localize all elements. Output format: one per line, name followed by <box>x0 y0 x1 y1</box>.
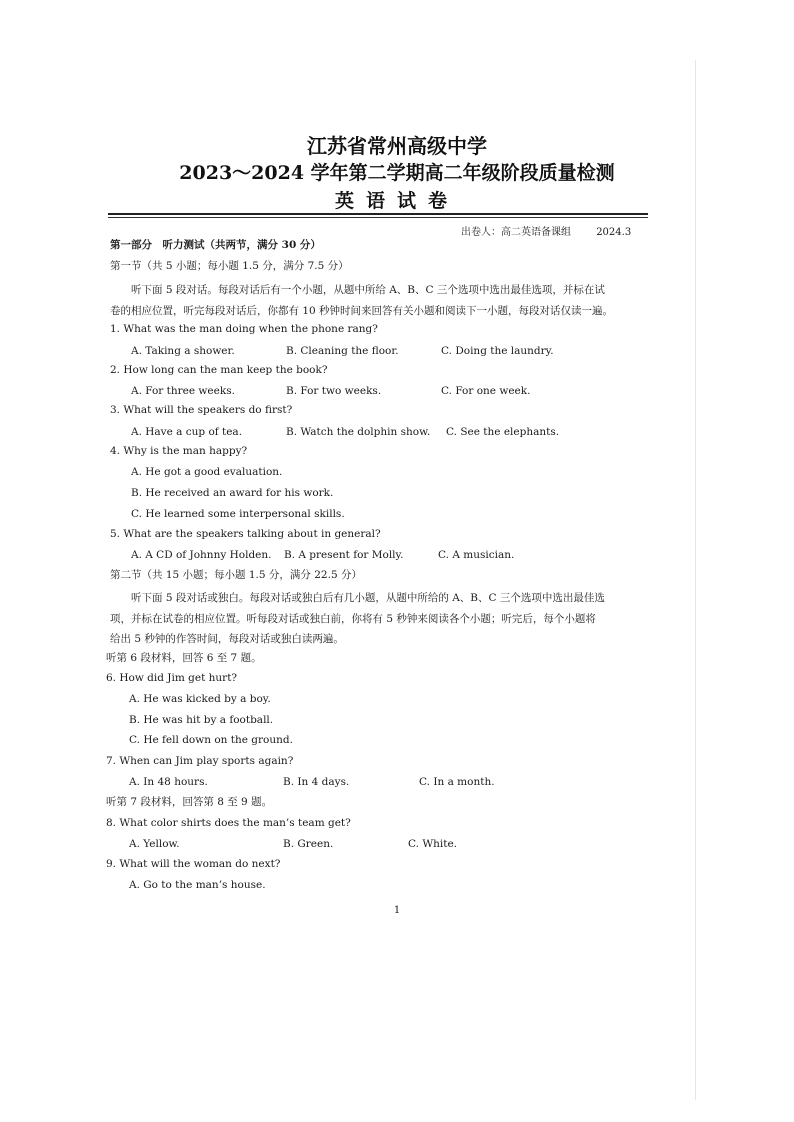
q1-option-c: C. Doing the laundry. <box>441 345 554 357</box>
section2-instruction-3: 给出 5 秒钟的作答时间，每段对话或独白读两遍。 <box>110 633 344 645</box>
section2-instruction-1: 听下面 5 段对话或独白。每段对话或独白后有几小题，从题中所给的 A、B、C 三个选项中选出最佳选 <box>131 592 605 604</box>
exam-date: 2024.3 <box>596 227 632 238</box>
q8-option-c: C. White. <box>408 838 458 850</box>
question-9: 9. What will the woman do next? <box>106 858 281 870</box>
question-6: 6. How did Jim get hurt? <box>106 672 238 684</box>
page-number: 1 <box>393 905 401 916</box>
question-8: 8. What color shirts does the man’s team get? <box>106 817 351 829</box>
section1-title: 第一节（共 5 小题；每小题 1.5 分，满分 7.5 分） <box>110 260 349 272</box>
header-rule-thin <box>108 217 648 218</box>
q3-option-a: A. Have a cup of tea. <box>131 426 243 438</box>
material-7-heading: 听第 7 段材料，回答第 8 至 9 题。 <box>106 796 273 808</box>
q5-option-a: A. A CD of Johnny Holden. <box>131 549 272 561</box>
part1-title: 第一部分 听力测试（共两节，满分 30 分） <box>110 239 321 251</box>
material-6-heading: 听第 6 段材料，回答 6 至 7 题。 <box>106 652 262 664</box>
q1-option-a: A. Taking a shower. <box>131 345 235 357</box>
section1-instruction-1: 听下面 5 段对话。每段对话后有一个小题，从题中所给 A、B、C 三个选项中选出最佳选项，并标在试 <box>131 284 605 296</box>
question-2: 2. How long can the man keep the book? <box>110 364 328 376</box>
q7-option-a: A. In 48 hours. <box>129 776 208 788</box>
q7-option-c: C. In a month. <box>419 776 495 788</box>
q4-option-b: B. He received an award for his work. <box>131 487 334 499</box>
header-rule-thick <box>108 213 648 215</box>
q9-option-a: A. Go to the man’s house. <box>129 879 266 891</box>
q8-option-b: B. Green. <box>283 838 334 850</box>
q6-option-b: B. He was hit by a football. <box>129 714 274 726</box>
section2-instruction-2: 项，并标在试卷的相应位置。听每段对话或独白前，你将有 5 秒钟来阅读各个小题；听完后，每个小题将 <box>110 613 596 625</box>
question-5: 5. What are the speakers talking about in general? <box>110 528 381 540</box>
q2-option-c: C. For one week. <box>441 385 531 397</box>
author-line <box>461 223 631 238</box>
question-3: 3. What will the speakers do first? <box>110 404 293 416</box>
q6-option-a: A. He was kicked by a boy. <box>129 693 271 705</box>
scan-edge-line <box>695 60 696 1100</box>
q3-option-c: C. See the elephants. <box>446 426 560 438</box>
section1-instruction-2: 卷的相应位置，听完每段对话后，你都有 10 秒钟时间来回答有关小题和阅读下一小题，每段对话仅读一遍。 <box>110 305 614 317</box>
question-4: 4. Why is the man happy? <box>110 445 248 457</box>
author-label: 出卷人：高二英语备课组 <box>461 227 571 238</box>
q5-option-b: B. A present for Molly. <box>284 549 404 561</box>
exam-title: 2023～2024 学年第二学期高二年级阶段质量检测 <box>179 162 615 184</box>
question-1: 1. What was the man doing when the phone rang? <box>110 323 378 335</box>
q2-option-b: B. For two weeks. <box>286 385 382 397</box>
question-7: 7. When can Jim play sports again? <box>106 755 294 767</box>
q8-option-a: A. Yellow. <box>129 838 180 850</box>
q4-option-a: A. He got a good evaluation. <box>131 466 283 478</box>
q4-option-c: C. He learned some interpersonal skills. <box>131 508 345 520</box>
q7-option-b: B. In 4 days. <box>283 776 350 788</box>
q2-option-a: A. For three weeks. <box>131 385 235 397</box>
q3-option-b: B. Watch the dolphin show. <box>286 426 431 438</box>
q6-option-c: C. He fell down on the ground. <box>129 734 293 746</box>
section2-title: 第二节（共 15 小题；每小题 1.5 分，满分 22.5 分） <box>110 569 362 581</box>
q1-option-b: B. Cleaning the floor. <box>286 345 399 357</box>
subject-title: 英语试卷 <box>334 190 459 212</box>
school-title: 江苏省常州高级中学 <box>307 134 487 158</box>
q5-option-c: C. A musician. <box>438 549 515 561</box>
